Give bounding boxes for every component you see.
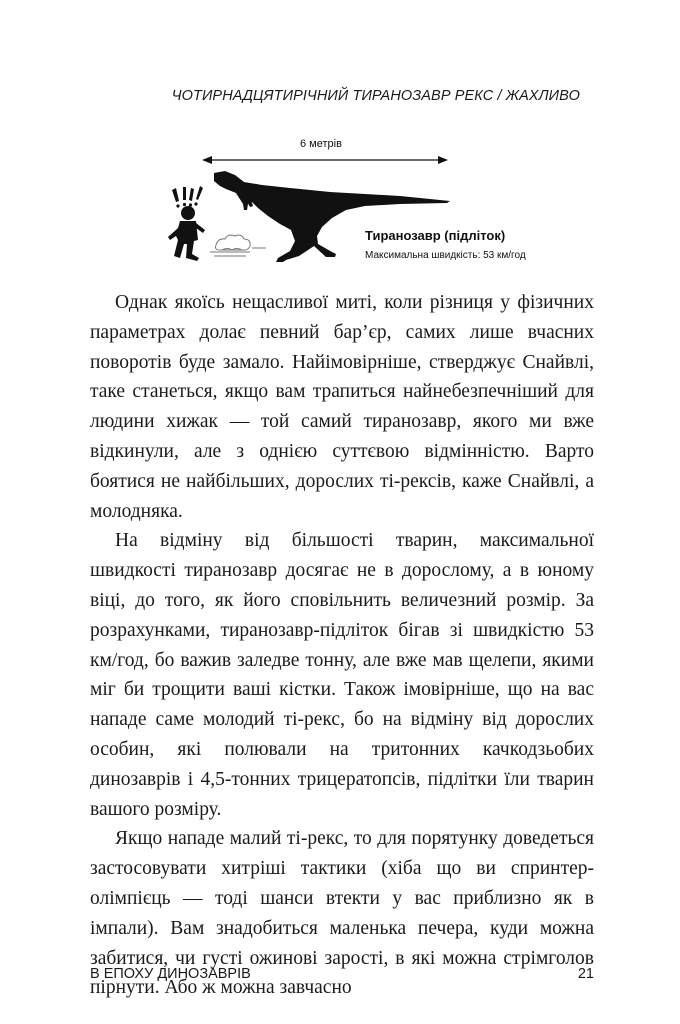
figure-caption-subtitle: Максимальна швидкість: 53 км/год bbox=[365, 250, 526, 261]
exclamation-marks-icon bbox=[172, 186, 203, 208]
scale-label: 6 метрів bbox=[300, 138, 342, 150]
paragraph: Однак якоїсь нещасливої миті, коли різниця у фізичних параметрах долає певний бар’єр, самих лише вчасних поворотів буде замало. Найімовірніше, стверджує Снайвлі, таке станеться, якщо вам трапиться найнебезпечніший для людини хижак — той самий тиранозавр, якого ми вже відкинули, але з однією суттєвою відмінністю. Варто боятися не найбільших, дорослих ті-рексів, каже Снайвлі, а молодняка. bbox=[90, 292, 594, 522]
tyrannosaurus-icon bbox=[214, 171, 450, 262]
scale-arrow-icon bbox=[202, 156, 448, 164]
page-number: 21 bbox=[577, 966, 594, 982]
figure-caption-title: Тиранозавр (підліток) bbox=[365, 228, 506, 243]
paragraph: Якщо нападе малий ті-рекс, то для порятунку доведеться застосовувати хитріші тактики (хіба що ви спринтер-олімпієць — тоді шанси втекти у вас приблизно як в імпали). Вам знадобиться маленька печера, куди можна забитися, чи густі ожинові зарості, в які можна стрімголов пірнути. Або ж можна завчасно bbox=[90, 828, 594, 999]
footer-book-title: В ЕПОХУ ДИНОЗАВРІВ bbox=[90, 966, 251, 982]
paragraph: На відміну від більшості тварин, максимальної швидкості тиранозавр досягає не в дорослому, а в юному віці, до того, як його сповільнить величезний розмір. За розрахунками, тиранозавр-підліток бігав зі швидкістю 53 км/год, бо важив заледве тонну, але вже мав щелепи, якими міг би трощити ваші кістки. Також імовірніше, що на вас нападе саме молодий ті-рекс, бо на відміну від дорослих особин, які полювали на тритонних качкодзьобих динозаврів і 4,5-тонних трицератопсів, підлітки їли тварин вашого розміру. bbox=[90, 530, 594, 820]
running-head: ЧОТИРНАДЦЯТИРІЧНИЙ ТИРАНОЗАВР РЕКС / ЖАХЛИВО bbox=[171, 88, 580, 104]
dust-cloud-icon bbox=[210, 235, 266, 256]
dinosaur-figure bbox=[150, 130, 590, 280]
human-icon bbox=[168, 206, 205, 261]
body-text bbox=[90, 288, 594, 1003]
